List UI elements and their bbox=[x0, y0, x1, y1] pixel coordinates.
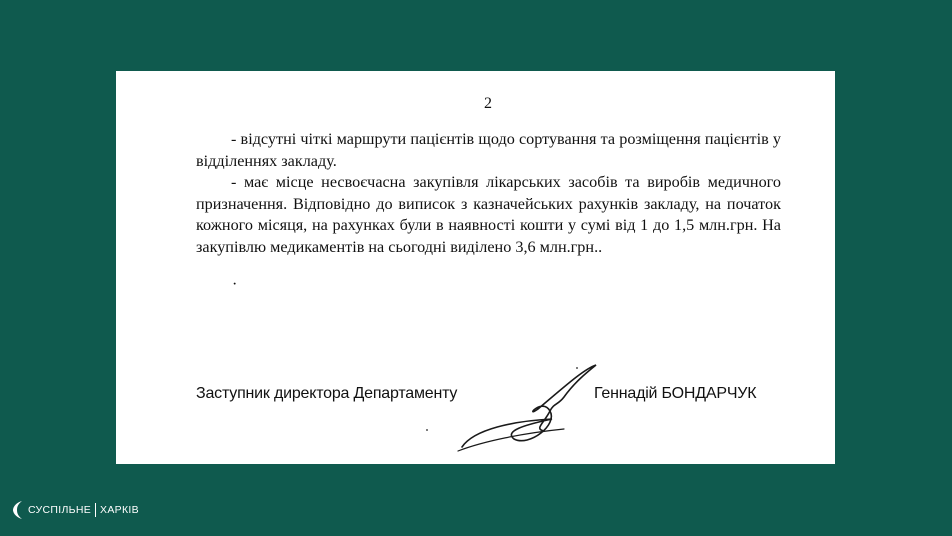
suspilne-logo-icon bbox=[12, 500, 24, 520]
logo-secondary-text: ХАРКІВ bbox=[100, 504, 139, 516]
document-body bbox=[196, 129, 781, 258]
stray-dot: · bbox=[232, 276, 238, 293]
handwritten-signature bbox=[454, 359, 604, 454]
signatory-name: Геннадій БОНДАРЧУК bbox=[594, 385, 757, 402]
paragraph-procurement: - має місце несвоєчасна закупівля лікарських засобів та виробів медичного призначення. Відповідно до виписок з казначейських рахунків закладу, на початок кожного місяця, на рахунках були в наявності кошти у сумі від 1 до 1,5 млн.грн. На закупівлю медикаментів на сьогодні виділено 3,6 млн.грн.. bbox=[196, 173, 781, 256]
scanned-document bbox=[116, 71, 835, 464]
logo-separator bbox=[95, 503, 96, 517]
scan-speck bbox=[576, 367, 578, 369]
suspilne-kharkiv-logo bbox=[12, 500, 139, 520]
logo-primary-text: СУСПІЛЬНЕ bbox=[28, 504, 92, 516]
signatory-title: Заступник директора Департаменту bbox=[196, 385, 458, 402]
paragraph-routes: - відсутні чіткі маршрути пацієнтів щодо сортування та розміщення пацієнтів у відділеннях закладу. bbox=[196, 130, 781, 170]
scan-speck bbox=[426, 429, 428, 431]
page-number: 2 bbox=[484, 95, 492, 112]
